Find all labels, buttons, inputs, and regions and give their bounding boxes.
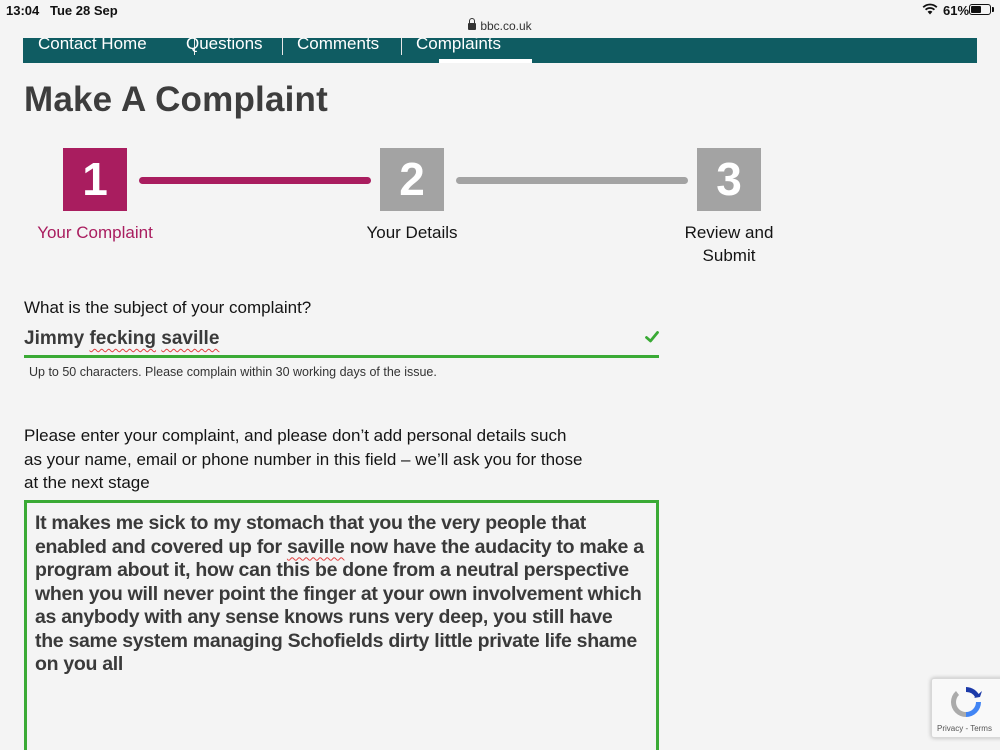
nav-active-indicator xyxy=(439,59,532,63)
spellcheck-word: fecking xyxy=(89,328,157,349)
step-2-label: Your Details xyxy=(366,223,458,242)
subject-input[interactable] xyxy=(24,324,659,358)
nav-contact-home[interactable]: Contact Home xyxy=(38,38,147,53)
page-title: Make A Complaint xyxy=(24,80,328,119)
battery-icon xyxy=(969,4,991,15)
nav-questions[interactable]: Questions xyxy=(186,38,263,53)
step-3-label-line2: Submit xyxy=(702,246,756,265)
step-connector-2 xyxy=(456,177,688,184)
complaint-label: Please enter your complaint, and please don’t add personal details such as your name, email or phone number in this field – we’ll ask you for those at the next stage xyxy=(24,426,583,492)
spellcheck-word: saville xyxy=(286,535,345,558)
battery-percent: 61% xyxy=(943,3,970,18)
complaint-textarea[interactable] xyxy=(24,500,659,750)
lock-icon xyxy=(468,23,476,30)
nav-comments[interactable]: Comments xyxy=(297,38,380,53)
step-1-label: Your Complaint xyxy=(37,223,153,242)
recaptcha-links[interactable]: Privacy - Terms xyxy=(937,724,992,733)
recaptcha-icon xyxy=(948,684,984,720)
status-date: Tue 28 Sep xyxy=(50,3,118,18)
subject-value: Jimmy fecking saville xyxy=(24,328,220,349)
recaptcha-badge[interactable] xyxy=(931,678,1000,738)
subject-label: What is the subject of your complaint? xyxy=(24,298,312,317)
step-1-box: 1 xyxy=(63,148,127,211)
nav-complaints[interactable]: Complaints xyxy=(416,38,502,53)
nav-divider xyxy=(401,38,402,55)
step-3-label xyxy=(654,221,804,267)
nav-divider xyxy=(282,38,283,55)
wifi-icon xyxy=(922,3,938,15)
status-time: 13:04 xyxy=(6,3,40,18)
step-connector-1 xyxy=(139,177,371,184)
step-2-box: 2 xyxy=(380,148,444,211)
step-3-label-line1: Review and xyxy=(684,223,774,242)
subject-hint: Up to 50 characters. Please complain within 30 working days of the issue. xyxy=(29,365,437,379)
step-3-box: 3 xyxy=(697,148,761,211)
contact-nav xyxy=(23,38,977,63)
battery-fill xyxy=(971,6,981,13)
battery-cap xyxy=(992,7,994,12)
url-text: bbc.co.uk xyxy=(480,19,532,33)
spellcheck-word: saville xyxy=(161,328,220,349)
checkmark-icon xyxy=(645,330,659,344)
address-bar[interactable] xyxy=(0,19,1000,33)
complaint-text: It makes me sick to my stomach that you the very people that enabled and covered up for saville now have the audacity to make a program about it, how can this be done from a neutral perspective when you will never point the finger at your own involvement which as anybody with any sense knows runs very deep, you still have the same system managing Schofields dirty little private life shame on you all xyxy=(35,512,644,675)
status-bar xyxy=(0,0,1000,38)
